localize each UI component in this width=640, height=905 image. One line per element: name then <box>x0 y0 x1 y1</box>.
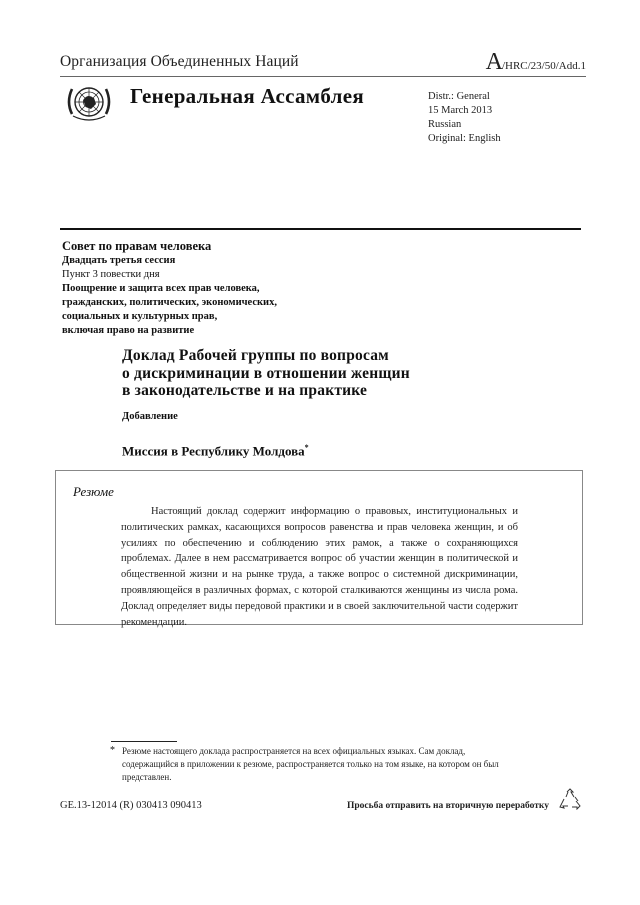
agenda-title-line: социальных и культурных прав, <box>62 311 218 322</box>
distribution-info <box>428 90 501 146</box>
mission-title <box>122 443 309 459</box>
original-language: Original: English <box>428 133 501 144</box>
summary-label: Резюме <box>73 484 114 499</box>
document-date: 15 March 2013 <box>428 105 493 116</box>
symbol-prefix: A <box>485 49 502 75</box>
addendum-label: Добавление <box>122 411 178 422</box>
job-number: GE.13-12014 (R) 030413 090413 <box>60 800 202 811</box>
symbol-rest: /HRC/23/50/Add.1 <box>501 60 586 72</box>
section-rule <box>60 228 581 230</box>
agenda-item: Пункт 3 повестки дня <box>62 269 160 280</box>
distribution-type: Distr.: General <box>428 91 490 102</box>
document-language: Russian <box>428 119 462 130</box>
session: Двадцать третья сессия <box>62 255 176 266</box>
report-title <box>122 347 410 400</box>
header-rule <box>60 76 586 77</box>
summary-text: Настоящий доклад содержит информацию о правовых, институциональных и политических рамках, касающихся вопросов равенства и прав человека женщин, и об усилиях по обеспечению и соблюдению этих рамок, а также о сохраняющихся проблемах. Далее в нем рассматривается вопрос об участии женщин в политической и общественной жизни и на рынке труда, а также вопрос о системной дискриминации, проявляющейся в различных формах, с которой сталкиваются женщины из числа рома. Доклад определяет виды передовой практики и в своей заключительной части содержит рекомендации. <box>121 506 518 628</box>
council-block <box>62 238 277 338</box>
recycle-note: Просьба отправить на вторичную переработку <box>347 801 549 811</box>
agenda-title-line: включая право на развитие <box>62 325 195 336</box>
footnote-mark: * <box>110 745 115 756</box>
recycle-icon <box>559 788 581 810</box>
footnote-rule <box>111 741 177 742</box>
body-name: Генеральная Ассамблея <box>130 84 365 108</box>
footnote-text: Резюме настоящего доклада распространяется на всех официальных языках. Сам доклад, содержащийся в приложении к резюме, распространяется только на том языке, на котором он был представлен. <box>122 746 499 782</box>
council-name: Совет по правам человека <box>62 239 212 253</box>
organization-name: Организация Объединенных Наций <box>60 53 299 70</box>
agenda-title-line: Поощрение и защита всех прав человека, <box>62 283 260 294</box>
report-title-line: в законодательстве и на практике <box>122 382 368 399</box>
report-title-line: Доклад Рабочей группы по вопросам <box>122 347 389 364</box>
agenda-title-line: гражданских, политических, экономических, <box>62 297 277 308</box>
report-title-line: о дискриминации в отношении женщин <box>122 364 410 382</box>
document-symbol <box>486 50 586 74</box>
mission-text: Миссия в Республику Молдова <box>122 443 305 459</box>
footnote-reference[interactable]: * <box>304 443 309 452</box>
un-emblem-icon <box>64 80 114 126</box>
